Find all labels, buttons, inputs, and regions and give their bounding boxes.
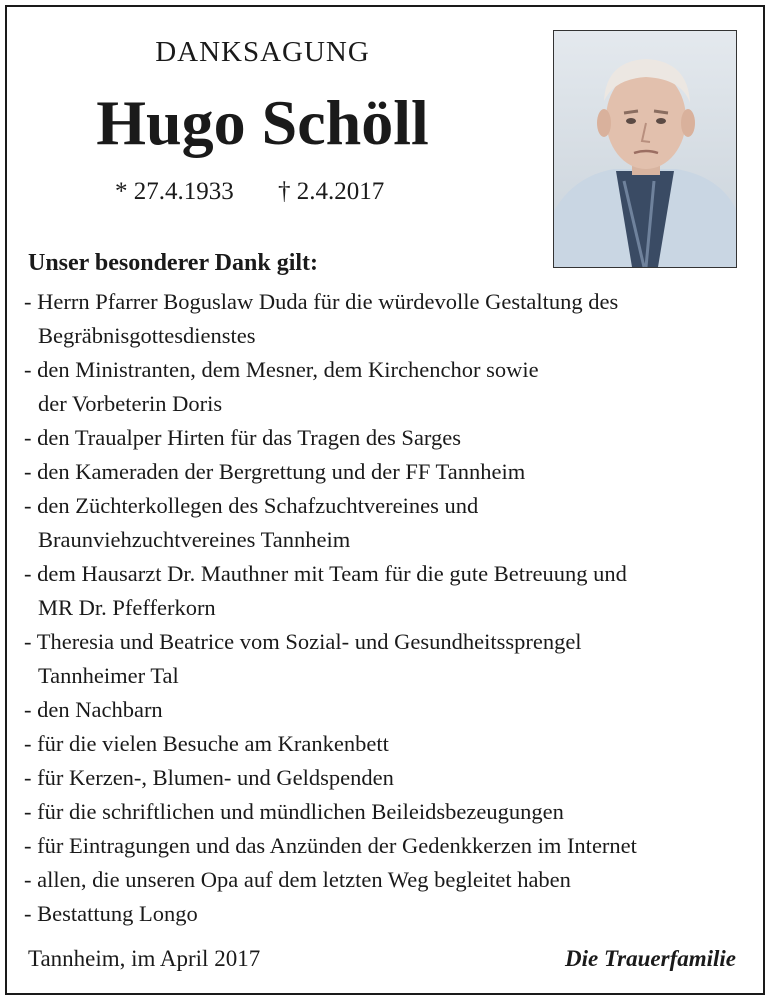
signature: Die Trauerfamilie	[565, 946, 736, 971]
thanks-line: - dem Hausarzt Dr. Mauthner mit Team für die gute Betreuung und	[24, 561, 627, 586]
thanks-line: - den Ministranten, dem Mesner, dem Kirchenchor sowie	[24, 357, 539, 382]
thanks-line: der Vorbeterin Doris	[38, 391, 223, 416]
thanks-line: - den Traualper Hirten für das Tragen des Sarges	[24, 425, 462, 450]
life-dates	[115, 178, 384, 206]
deceased-name: Hugo Schöll	[96, 87, 429, 158]
thanks-line: - den Züchterkollegen des Schafzuchtvereines und	[24, 493, 479, 518]
thanks-line: - für die vielen Besuche am Krankenbett	[24, 731, 389, 756]
notice-heading: DANKSAGUNG	[155, 36, 370, 68]
portrait-photo	[553, 30, 737, 268]
thanks-line: - Herrn Pfarrer Boguslaw Duda für die würdevolle Gestaltung des	[24, 289, 619, 314]
thanks-line: - für Kerzen-, Blumen- und Geldspenden	[24, 765, 394, 790]
birth-date: * 27.4.1933	[115, 178, 234, 205]
thanks-line: Braunviehzuchtvereines Tannheim	[38, 527, 351, 552]
thanks-line: - für die schriftlichen und mündlichen Beileidsbezeugungen	[24, 799, 564, 824]
thanks-line: - Theresia und Beatrice vom Sozial- und Gesundheitssprengel	[24, 629, 582, 654]
thanks-line: MR Dr. Pfefferkorn	[38, 595, 216, 620]
thanks-intro: Unser besonderer Dank gilt:	[28, 250, 319, 276]
thanks-line: - den Nachbarn	[24, 697, 163, 722]
thanks-line: Begräbnisgottesdienstes	[38, 323, 256, 348]
thanks-line: - Bestattung Longo	[24, 901, 198, 926]
thanks-line: - für Eintragungen und das Anzünden der Gedenkkerzen im Internet	[24, 833, 637, 858]
thanks-line: Tannheimer Tal	[38, 663, 179, 688]
death-date: † 2.4.2017	[278, 178, 385, 205]
thanks-line: - den Kameraden der Bergrettung und der FF Tannheim	[24, 459, 526, 484]
thanks-list	[24, 285, 764, 931]
place-date: Tannheim, im April 2017	[28, 946, 261, 971]
thanks-line: - allen, die unseren Opa auf dem letzten Weg begleitet haben	[24, 867, 571, 892]
